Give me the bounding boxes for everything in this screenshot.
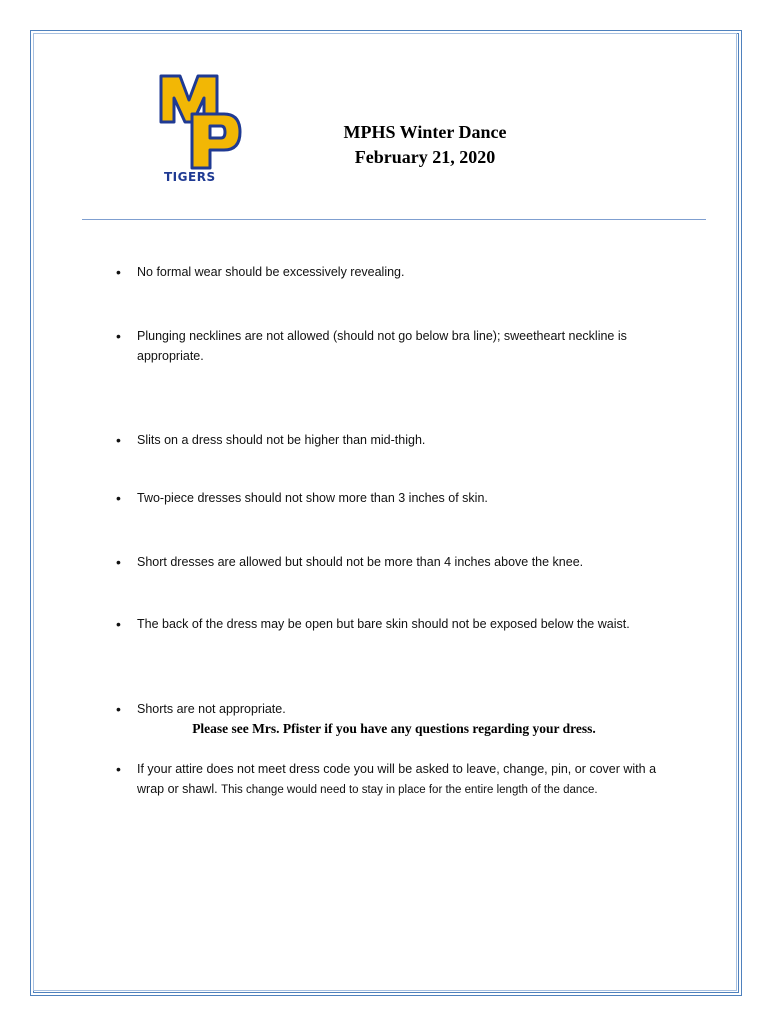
header-divider — [82, 219, 706, 220]
list-item — [116, 430, 676, 450]
list-item-text: If your attire does not meet dress code you will be asked to leave, change, pin, or cover with a wrap or shawl. — [137, 762, 657, 796]
list-item — [116, 262, 676, 282]
list-item-text: Short dresses are allowed but should not be more than 4 inches above the knee. — [137, 555, 584, 569]
list-item — [116, 326, 676, 366]
list-item-text: Shorts are not appropriate. — [137, 702, 286, 716]
list-item-text: Two-piece dresses should not show more than 3 inches of skin. — [137, 491, 488, 505]
document-date: February 21, 2020 — [354, 147, 496, 167]
list-item — [116, 614, 676, 634]
document-title: MPHS Winter Dance — [343, 122, 507, 142]
logo-caption: TIGERS — [164, 170, 216, 184]
list-item — [116, 699, 676, 719]
list-item — [116, 759, 676, 800]
page-border-inner — [33, 33, 737, 991]
logo-letter-p — [192, 114, 240, 168]
list-item — [116, 488, 676, 508]
list-item-text: The back of the dress may be open but bare skin should not be exposed below the waist. — [137, 617, 630, 631]
list-item — [116, 552, 676, 572]
footer-note: Please see Mrs. Pfister if you have any questions regarding your dress. — [192, 721, 596, 736]
document-header — [310, 120, 540, 170]
list-item-text: No formal wear should be excessively revealing. — [137, 265, 405, 279]
list-item-text: Plunging necklines are not allowed (should not go below bra line); sweetheart neckline is appropriate. — [137, 329, 627, 363]
list-item-text-small: This change would need to stay in place for the entire length of the dance. — [221, 784, 598, 796]
list-item-text: Slits on a dress should not be higher than mid-thigh. — [137, 433, 426, 447]
